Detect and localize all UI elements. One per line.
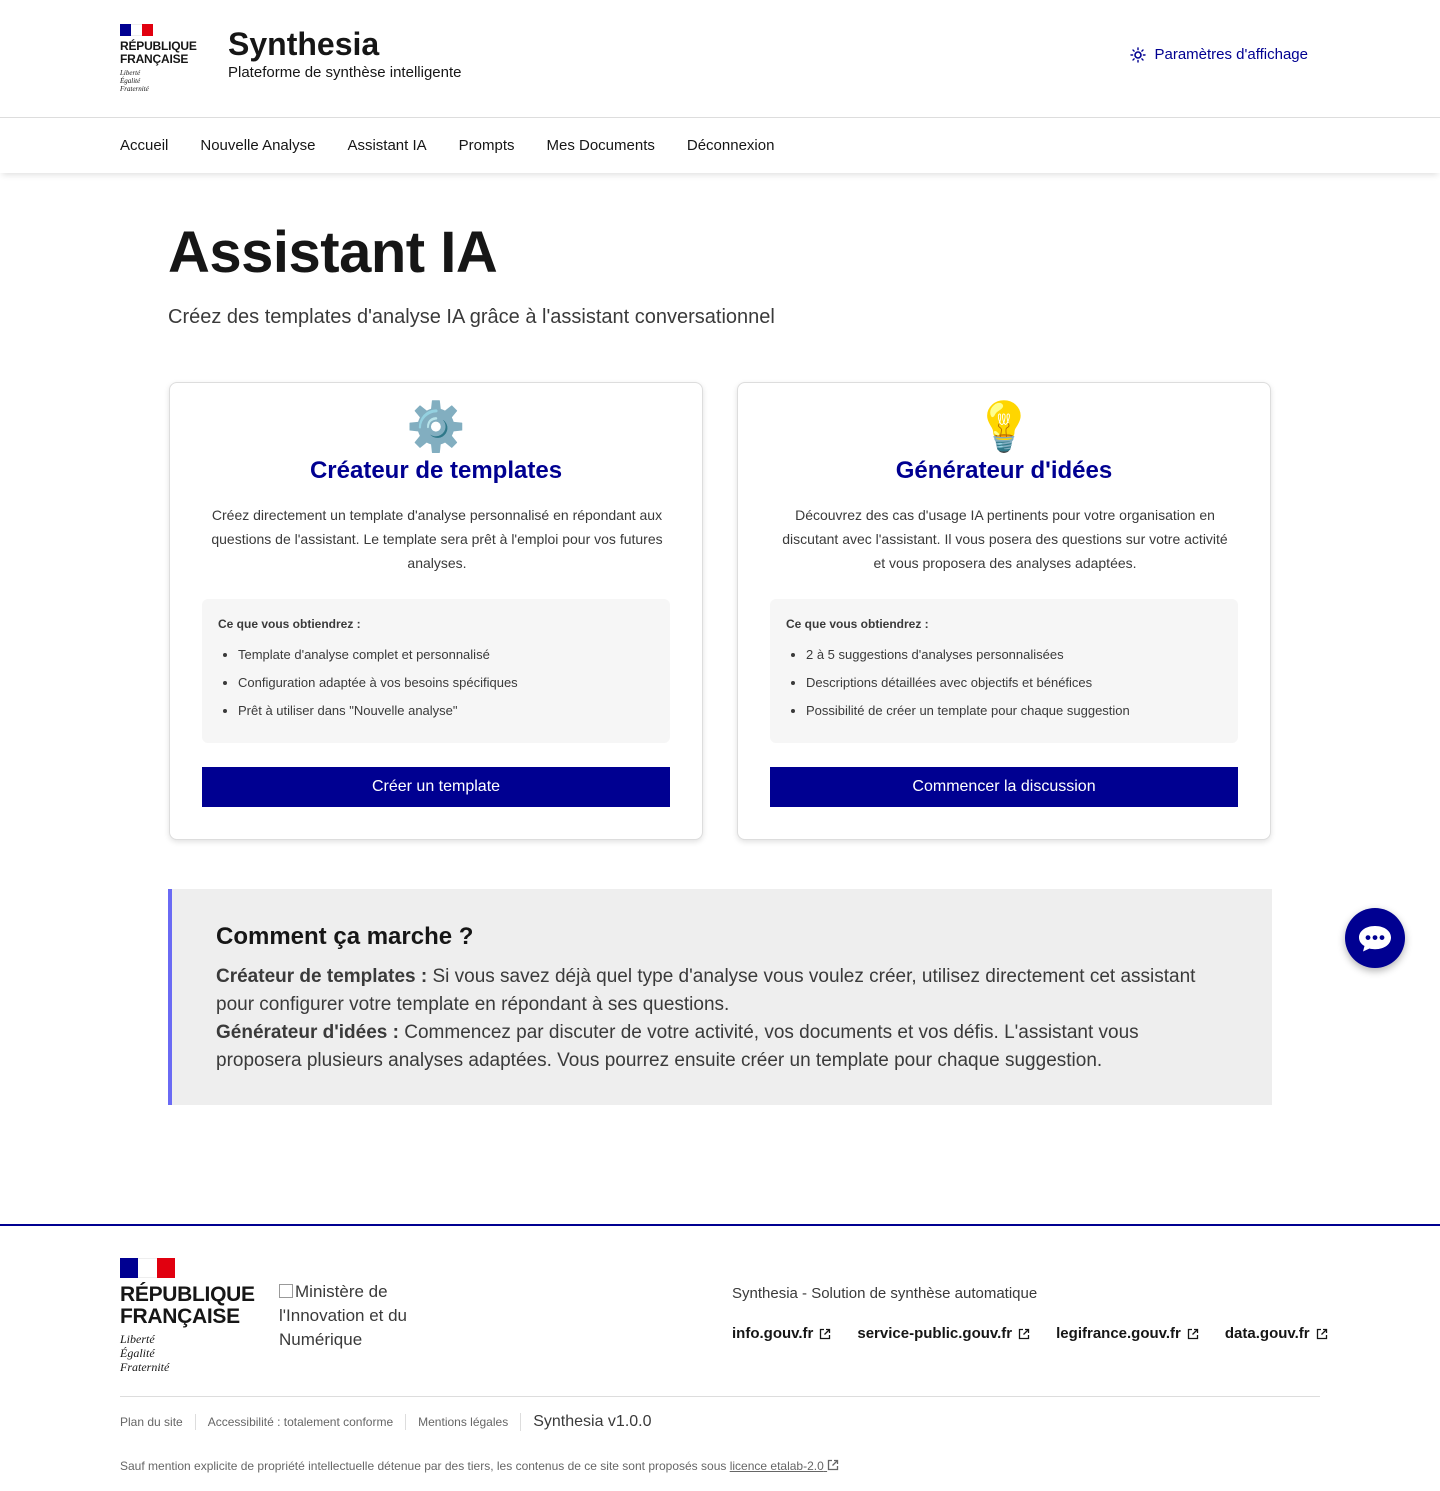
list-item: • Prêt à utiliser dans "Nouvelle analyse" [238,697,654,725]
list-item: • Possibilité de créer un template pour chaque suggestion [806,697,1222,725]
footer-link-mentions-legales[interactable]: Mentions légales [405,1414,520,1430]
site-title[interactable]: Synthesia [228,26,380,62]
republique-francaise-logo[interactable] [120,24,200,93]
lightbulb-icon: 💡 [974,401,1034,454]
chat-launcher-button[interactable] [1345,908,1405,968]
card-title: Générateur d'idées [895,457,1113,484]
external-link-icon [1316,1328,1328,1340]
main-navigation [0,118,1440,173]
footer-links [732,1325,1328,1342]
nav-item-assistant-ia[interactable]: Assistant IA [347,137,427,154]
rf-motto: Liberté Égalité Fraternité [120,1332,170,1374]
card-benefits-title: Ce que vous obtiendrez : [218,617,361,631]
footer-link-label: legifrance.gouv.fr [1056,1325,1181,1342]
template-creator-card [169,382,703,840]
callout-paragraph [216,1019,1228,1075]
marianne-flag-icon [120,24,153,36]
nav-item-prompts[interactable]: Prompts [458,137,515,154]
marianne-flag-icon [120,1258,175,1278]
footer-link-plan-du-site[interactable]: Plan du site [120,1415,183,1429]
card-description: Découvrez des cas d'usage IA pertinents pour votre organisation en discutant avec l'assistant. Il vous posera des questions sur votre activité et vous proposera des analyses adaptées. [782,507,1228,571]
external-link-icon [827,1459,839,1471]
rf-name: RÉPUBLIQUE FRANÇAISE [120,39,197,66]
app-version: Synthesia v1.0.0 [520,1413,651,1431]
footer-link-service-public[interactable] [857,1325,1030,1342]
footer-link-accessibilite[interactable]: Accessibilité : totalement conforme [195,1414,405,1430]
sun-icon [1130,47,1146,63]
license-link-label: licence etalab-2.0 [729,1459,824,1473]
footer-divider [120,1396,1320,1397]
list-item: • Template d'analyse complet et personnalisé [238,641,654,669]
display-settings-label: Paramètres d'affichage [1154,46,1308,63]
callout-title: Comment ça marche ? [216,923,474,950]
license-link[interactable] [730,1459,839,1473]
rf-motto: Liberté Égalité Fraternité [120,69,149,93]
footer-license [120,1456,839,1476]
footer-bottom-links [120,1410,652,1434]
footer-republique-logo[interactable] [120,1258,255,1374]
card-description: Créez directement un template d'analyse personnalisé en répondant aux questions de l'assistant. Le template sera prêt à l'emploi pour vos futures analyses. [211,507,663,571]
callout-text: Si vous savez déjà quel type d'analyse vous voulez créer, utilisez directement cet assistant pour configurer votre template en répondant à ses questions. [216,966,1196,1015]
idea-generator-card [737,382,1271,840]
external-link-icon [1187,1328,1199,1340]
site-tagline: Plateforme de synthèse intelligente [228,64,462,81]
license-text: Sauf mention explicite de propriété intellectuelle détenue par des tiers, les contenus de ce site sont proposés sous [120,1459,730,1473]
ministry-logo [279,1280,439,1352]
footer-link-label: service-public.gouv.fr [857,1325,1013,1342]
page-subtitle: Créez des templates d'analyse IA grâce à l'assistant conversationnel [168,306,775,328]
callout-paragraph [216,963,1228,1019]
footer-link-label: info.gouv.fr [732,1325,814,1342]
start-discussion-button[interactable]: Commencer la discussion [770,767,1238,807]
nav-item-deconnexion[interactable]: Déconnexion [686,137,775,154]
external-link-icon [1018,1328,1030,1340]
card-benefits-box [202,599,670,743]
external-link-icon [819,1328,831,1340]
display-settings-button[interactable] [1130,46,1308,63]
footer-link-info-gouv[interactable] [732,1325,831,1342]
chat-bubble-icon [1345,908,1405,968]
how-it-works-callout [168,889,1272,1105]
footer-link-label: data.gouv.fr [1224,1325,1310,1342]
list-item: • 2 à 5 suggestions d'analyses personnalisées [806,641,1222,669]
card-benefits-box [770,599,1238,743]
create-template-button[interactable]: Créer un template [202,767,670,807]
footer-link-data-gouv[interactable] [1225,1325,1328,1342]
rf-name: RÉPUBLIQUE FRANÇAISE [120,1283,255,1328]
header [0,0,1440,118]
nav-item-accueil[interactable]: Accueil [120,137,169,154]
gear-icon: ⚙️ [406,401,466,454]
nav-item-mes-documents[interactable]: Mes Documents [546,137,655,154]
page-title: Assistant IA [168,220,498,285]
footer-description: Synthesia - Solution de synthèse automatique [732,1285,1038,1302]
ministry-logo-alt: Ministère de l'Innovation et du Numérique [279,1282,408,1349]
callout-strong: Créateur de templates : [216,966,428,987]
nav-item-nouvelle-analyse[interactable]: Nouvelle Analyse [200,137,316,154]
broken-image-icon [279,1284,293,1298]
footer-link-legifrance[interactable] [1056,1325,1199,1342]
callout-strong: Générateur d'idées : [216,1022,399,1043]
list-item: • Descriptions détaillées avec objectifs et bénéfices [806,669,1222,697]
card-benefits-title: Ce que vous obtiendrez : [786,617,929,631]
footer [0,1224,1440,1491]
callout-text: Commencez par discuter de votre activité, vos documents et vos défis. L'assistant vous proposera plusieurs analyses adaptées. Vous pourrez ensuite créer un template pour chaque suggestion. [216,1022,1139,1071]
card-title: Créateur de templates [309,457,563,484]
list-item: • Configuration adaptée à vos besoins spécifiques [238,669,654,697]
